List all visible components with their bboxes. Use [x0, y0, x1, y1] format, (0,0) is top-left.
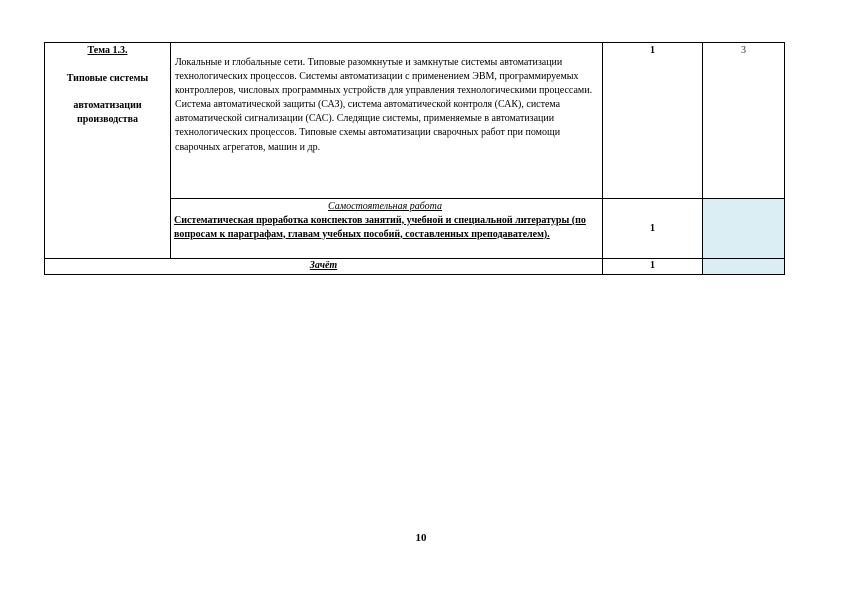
table-row-topic: [45, 43, 785, 199]
topic-name-line2: автоматизации: [73, 100, 142, 111]
table-row-exam: [45, 259, 785, 275]
exam-hours: 1: [603, 259, 703, 275]
topic-cell: [45, 43, 171, 259]
content-level: 3: [703, 43, 785, 199]
page-number: 10: [415, 532, 427, 544]
self-work-level-shaded: [703, 199, 785, 259]
curriculum-table: [44, 42, 785, 275]
exam-label: Зачёт: [45, 259, 603, 275]
content-cell: [171, 43, 603, 199]
content-text: Локальные и глобальные сети. Типовые разомкнутые и замкнутые системы автоматизации технологических процессов. Системы автоматизации с применением ЭВМ, программируемых контроллеров, числовых программных устройств для управления технологическими процессами. Система автоматической защиты (САЗ), система автоматической контроля (САК), система автоматической сигнализации (САС). Следящие системы, применяемые в автоматизации технологических процессов. Типовые схемы автоматизации сварочных работ при помощи сварочных агрегатов, машин и др.: [175, 57, 593, 153]
self-work-cell: [171, 199, 603, 259]
topic-number: Тема 1.3.: [87, 45, 128, 56]
self-work-text: Систематическая проработка конспектов занятий, учебной и специальной литературы (по вопросам к параграфам, главам учебных пособий, составленных преподавателем).: [174, 214, 586, 240]
topic-name-line3: производства: [77, 113, 138, 125]
topic-name-line1: Типовые системы: [66, 72, 149, 84]
self-work-hours: 1: [603, 199, 703, 259]
self-work-title: Самостоятельная работа: [328, 201, 442, 212]
content-hours: 1: [603, 43, 703, 199]
exam-level-shaded: [703, 259, 785, 275]
